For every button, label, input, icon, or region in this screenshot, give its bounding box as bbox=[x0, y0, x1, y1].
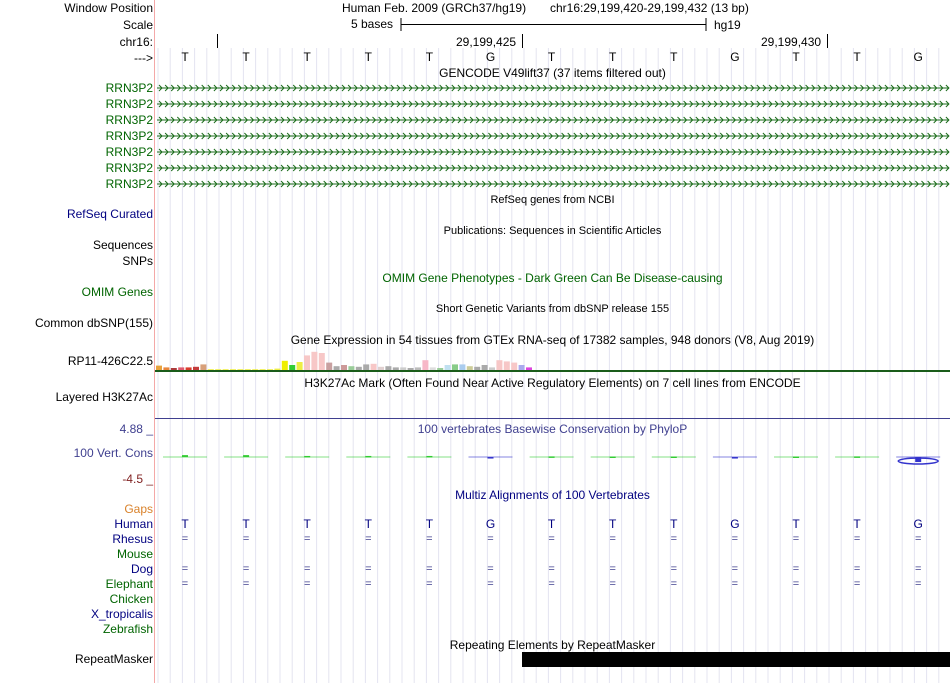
multiz-match-mark: = bbox=[303, 563, 311, 575]
phylop-title[interactable]: 100 vertebrates Basewise Conservation by PhyloP bbox=[417, 422, 688, 436]
multiz-human-base: T bbox=[792, 517, 800, 531]
multiz-species-label[interactable]: Elephant bbox=[105, 577, 153, 591]
omim-title[interactable]: OMIM Gene Phenotypes - Dark Green Can Be Disease-causing bbox=[382, 271, 723, 285]
scale-db: hg19 bbox=[714, 18, 741, 32]
multiz-match-mark: = bbox=[426, 533, 433, 545]
sequence-base: T bbox=[364, 50, 372, 64]
phylop-min-label: -4.5 _ bbox=[122, 472, 153, 486]
multiz-match-mark: = bbox=[792, 533, 800, 545]
gencode-item-label[interactable]: RRN3P2 bbox=[105, 161, 153, 175]
phylop-score-bar bbox=[182, 455, 188, 457]
multiz-match-mark: = bbox=[914, 563, 922, 575]
gene-feature[interactable] bbox=[157, 115, 949, 125]
multiz-match-mark: = bbox=[487, 578, 494, 590]
multiz-match-mark: = bbox=[609, 533, 616, 545]
multiz-title[interactable]: Multiz Alignments of 100 Vertebrates bbox=[455, 488, 650, 502]
multiz-match-mark: = bbox=[670, 533, 678, 545]
multiz-human-base: T bbox=[181, 517, 189, 531]
sequence-base: T bbox=[303, 50, 311, 64]
multiz-match-mark: = bbox=[853, 563, 861, 575]
chrom-label: chr16: bbox=[119, 35, 153, 49]
multiz-match-mark: = bbox=[365, 533, 372, 545]
position-text[interactable]: chr16:29,199,420-29,199,432 (13 bp) bbox=[550, 1, 749, 15]
sequence-base: G bbox=[730, 50, 740, 64]
multiz-match-mark: = bbox=[792, 578, 800, 590]
h3k27ac-label[interactable]: Layered H3K27Ac bbox=[55, 390, 153, 404]
multiz-human-base: T bbox=[609, 517, 617, 531]
multiz-match-mark: = bbox=[792, 563, 800, 575]
sequence-base: T bbox=[853, 50, 861, 64]
dbsnp-title[interactable]: Short Genetic Variants from dbSNP release 155 bbox=[435, 303, 670, 315]
phylop-score-bar bbox=[671, 456, 677, 458]
multiz-match-mark: = bbox=[365, 563, 372, 575]
scale-label: Scale bbox=[122, 18, 153, 32]
multiz-human-base: T bbox=[242, 517, 250, 531]
multiz-match-mark: = bbox=[548, 533, 555, 545]
multiz-match-mark: = bbox=[242, 578, 250, 590]
gtex-tissue-bar bbox=[311, 352, 317, 371]
multiz-species-label[interactable]: Mouse bbox=[116, 547, 153, 561]
multiz-match-mark: = bbox=[731, 563, 739, 575]
h3k27ac-title[interactable]: H3K27Ac Mark (Often Found Near Active Regulatory Elements) on 7 cell lines from ENCODE bbox=[304, 376, 801, 390]
gtex-label[interactable]: RP11-426C22.5 bbox=[67, 354, 153, 368]
multiz-human-base: G bbox=[485, 517, 496, 531]
phylop-plot[interactable] bbox=[155, 430, 950, 482]
gencode-title[interactable]: GENCODE V49lift37 (37 items filtered out) bbox=[439, 66, 666, 80]
window-position-label: Window Position bbox=[64, 1, 153, 15]
phylop-score-bar bbox=[610, 456, 616, 458]
gene-feature[interactable] bbox=[157, 131, 949, 141]
phylop-score-bar bbox=[243, 455, 249, 457]
strand-label[interactable]: ---> bbox=[134, 51, 153, 65]
gene-feature[interactable] bbox=[157, 99, 949, 109]
gencode-item-label[interactable]: RRN3P2 bbox=[105, 177, 153, 191]
multiz-species-label[interactable]: Zebrafish bbox=[102, 622, 153, 636]
multiz-human-base: T bbox=[425, 517, 434, 531]
phylop-label[interactable]: 100 Vert. Cons bbox=[73, 446, 153, 460]
sequence-base: T bbox=[547, 50, 556, 64]
multiz-species-label[interactable]: Dog bbox=[130, 562, 153, 576]
sequence-base: G bbox=[913, 50, 923, 64]
multiz-match-mark: = bbox=[670, 563, 678, 575]
multiz-human-base: T bbox=[670, 517, 678, 531]
multiz-human-base: G bbox=[913, 517, 923, 531]
phylop-score-bar bbox=[365, 456, 371, 458]
sequence-base: T bbox=[425, 50, 434, 64]
gtex-tissue-bar bbox=[319, 353, 325, 371]
multiz-gaps-label[interactable]: Gaps bbox=[124, 502, 153, 516]
multiz-match-mark: = bbox=[181, 578, 189, 590]
refseq-label[interactable]: RefSeq Curated bbox=[66, 207, 153, 221]
phylop-max-label: 4.88 _ bbox=[119, 422, 153, 436]
phylop-score-bar bbox=[304, 456, 310, 458]
scale-bar bbox=[400, 17, 710, 33]
gene-feature[interactable] bbox=[157, 83, 949, 93]
phylop-score-bar bbox=[793, 456, 799, 458]
coord-tick bbox=[217, 34, 218, 48]
publications-label-sequences[interactable]: Sequences bbox=[92, 238, 153, 252]
gencode-item-label[interactable]: RRN3P2 bbox=[105, 129, 153, 143]
coord-1: 29,199,425 bbox=[456, 35, 517, 49]
repeatmasker-block[interactable] bbox=[522, 652, 950, 667]
publications-label-snps[interactable]: SNPs bbox=[122, 254, 153, 268]
sequence-base: G bbox=[485, 50, 496, 64]
phylop-score-bar bbox=[426, 456, 432, 458]
multiz-human-base: T bbox=[547, 517, 556, 531]
gene-feature[interactable] bbox=[157, 163, 949, 173]
sequence-base: T bbox=[242, 50, 250, 64]
multiz-match-mark: = bbox=[487, 533, 494, 545]
multiz-match-mark: = bbox=[181, 533, 189, 545]
multiz-match-mark: = bbox=[609, 563, 616, 575]
multiz-species-label[interactable]: Chicken bbox=[109, 592, 153, 606]
omim-label[interactable]: OMIM Genes bbox=[81, 285, 153, 299]
multiz-match-mark: = bbox=[303, 578, 311, 590]
multiz-human-base: G bbox=[730, 517, 740, 531]
gtex-title[interactable]: Gene Expression in 54 tissues from GTEx RNA-seq of 17382 samples, 948 donors (V8, Aug 2019) bbox=[290, 333, 815, 347]
multiz-match-mark: = bbox=[487, 563, 494, 575]
gencode-item-label[interactable]: RRN3P2 bbox=[105, 81, 153, 95]
publications-title[interactable]: Publications: Sequences in Scientific Articles bbox=[443, 225, 662, 237]
repeatmasker-title[interactable]: Repeating Elements by RepeatMasker bbox=[449, 638, 656, 652]
multiz-human-base: T bbox=[303, 517, 311, 531]
gtex-bar-chart[interactable] bbox=[155, 347, 535, 371]
multiz-match-mark: = bbox=[303, 533, 311, 545]
sequence-base: T bbox=[181, 50, 189, 64]
sequence-base: T bbox=[792, 50, 800, 64]
refseq-title[interactable]: RefSeq genes from NCBI bbox=[490, 194, 615, 206]
multiz-match-mark: = bbox=[548, 563, 555, 575]
multiz-match-mark: = bbox=[548, 578, 555, 590]
multiz-species-label[interactable]: X_tropicalis bbox=[90, 607, 153, 621]
dbsnp-label[interactable]: Common dbSNP(155) bbox=[34, 316, 153, 330]
phylop-score-bar bbox=[732, 457, 738, 459]
multiz-match-mark: = bbox=[609, 578, 616, 590]
gencode-item-label[interactable]: RRN3P2 bbox=[105, 97, 153, 111]
multiz-species-label[interactable]: Rhesus bbox=[112, 532, 153, 546]
gtex-baseline bbox=[155, 370, 950, 372]
multiz-match-mark: = bbox=[731, 578, 739, 590]
sequence-base: T bbox=[609, 50, 617, 64]
multiz-match-mark: = bbox=[914, 533, 922, 545]
coord-tick bbox=[522, 34, 523, 48]
sequence-base: T bbox=[670, 50, 678, 64]
repeatmasker-label[interactable]: RepeatMasker bbox=[74, 652, 153, 666]
multiz-match-mark: = bbox=[181, 563, 189, 575]
gencode-item-label[interactable]: RRN3P2 bbox=[105, 145, 153, 159]
multiz-match-mark: = bbox=[365, 578, 372, 590]
phylop-score-bar bbox=[549, 456, 555, 458]
multiz-human-base: T bbox=[853, 517, 861, 531]
multiz-match-mark: = bbox=[731, 533, 739, 545]
gene-feature[interactable] bbox=[157, 147, 949, 157]
coord-tick bbox=[827, 34, 828, 48]
h3k27ac-baseline bbox=[155, 418, 950, 419]
multiz-match-mark: = bbox=[853, 578, 861, 590]
multiz-match-mark: = bbox=[426, 563, 433, 575]
multiz-match-mark: = bbox=[242, 563, 250, 575]
multiz-match-mark: = bbox=[426, 578, 433, 590]
coord-2: 29,199,430 bbox=[761, 35, 822, 49]
multiz-match-mark: = bbox=[242, 533, 250, 545]
gene-feature[interactable] bbox=[157, 179, 949, 189]
multiz-species-label[interactable]: Human bbox=[114, 517, 153, 531]
assembly-text: Human Feb. 2009 (GRCh37/hg19) bbox=[342, 1, 527, 15]
scale-text: 5 bases bbox=[351, 17, 394, 31]
multiz-human-base: T bbox=[364, 517, 372, 531]
phylop-score-bar bbox=[488, 457, 494, 459]
phylop-score-bar bbox=[854, 456, 860, 458]
gencode-item-label[interactable]: RRN3P2 bbox=[105, 113, 153, 127]
multiz-match-mark: = bbox=[670, 578, 678, 590]
multiz-match-mark: = bbox=[853, 533, 861, 545]
gtex-tissue-bar bbox=[304, 355, 310, 371]
multiz-match-mark: = bbox=[914, 578, 922, 590]
